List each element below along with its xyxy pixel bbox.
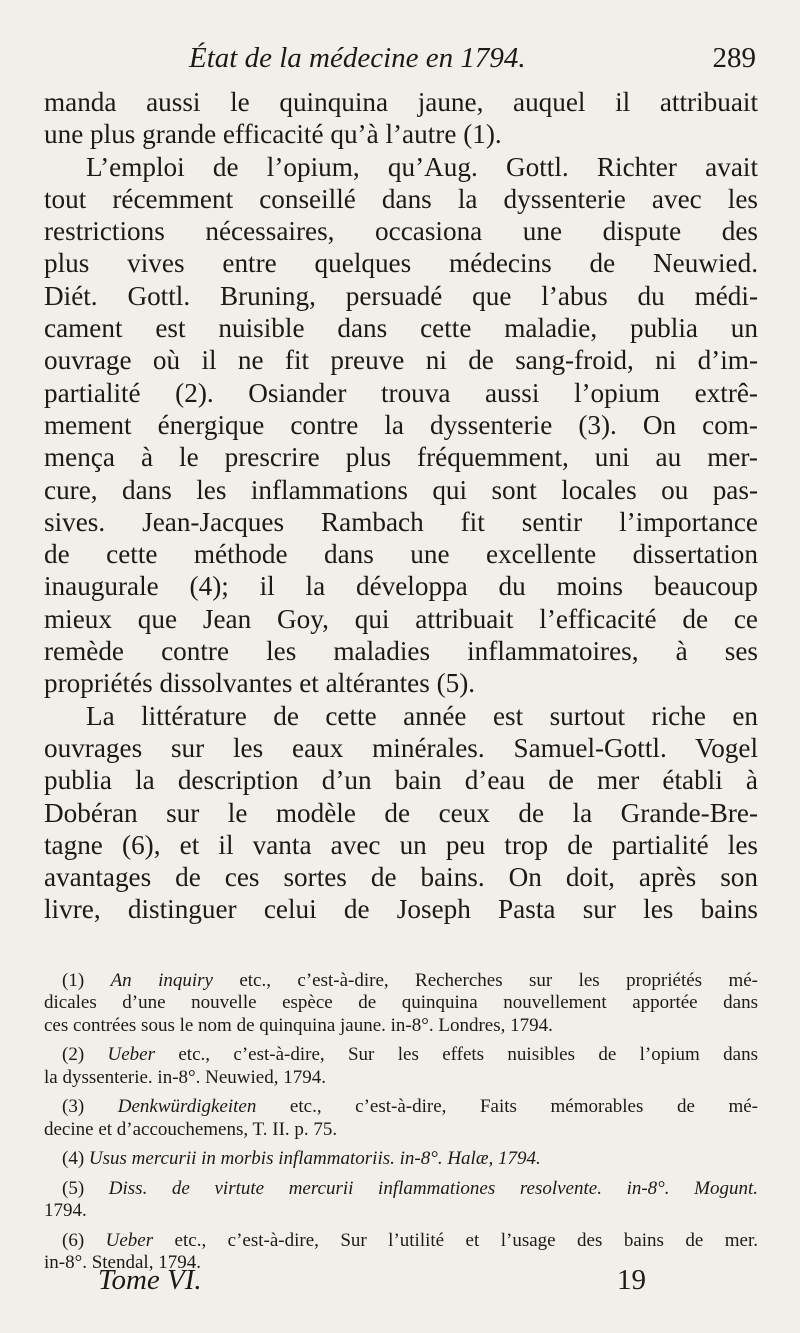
footnote-marker: (3) [62,1096,85,1118]
footnote-line [44,1096,758,1119]
footnote-spacer [44,926,758,970]
text-line: ouvrages sur les eaux minérales. Samuel-Gottl. Vogel [44,732,758,763]
text-line: La littérature de cette année est surtout riche en [86,700,758,731]
text-line: L’emploi de l’opium, qu’Aug. Gottl. Richter avait [86,151,758,182]
footnotes [44,970,758,1275]
volume-mark: Tome VI. [98,1264,202,1296]
footnote-line [44,1230,758,1253]
footnote-title: Ueber [107,1044,156,1066]
text-line: mieux que Jean Goy, qui attribuait l’efficacité de ce [44,603,758,634]
text-line: Dobéran sur le modèle de ceux de la Grande-Bre- [44,797,758,828]
text-line: Diét. Gottl. Bruning, persuadé que l’abus du médi- [44,280,758,311]
text-line: mement énergique contre la dyssenterie (3). On com- [44,409,758,440]
footnote-3 [44,1096,758,1141]
signature-line [98,1264,646,1304]
footnote-text: etc., c’est-à-dire, Sur l’utilité et l’usage des bains de mer. [153,1229,758,1251]
footnote-marker: (5) [62,1177,85,1199]
text-line: une plus grande efficacité qu’à l’autre (1). [44,119,502,150]
text-line: tout récemment conseillé dans la dyssenterie avec les [44,183,758,214]
running-head [44,40,758,86]
footnote-2 [44,1044,758,1089]
text-line: avantages de ces sortes de bains. On doit, après son [44,862,758,893]
footnote-title: Ueber [105,1229,154,1251]
footnote-line: dicales d’une nouvelle espèce de quinquina nouvellement apportée dans [44,992,758,1014]
footnote-marker: (1) [62,969,85,991]
main-text [44,86,758,926]
footnote-text: etc., c’est-à-dire, Sur les effets nuisibles de l’opium dans [155,1044,758,1066]
page-number: 289 [712,42,756,74]
text-line: remède contre les maladies inflammatoires, à ses [44,636,758,667]
text-line: livre, distinguer celui de Joseph Pasta sur les bains [44,894,758,925]
footnote-line: la dyssenterie. in-8°. Neuwied, 1794. [44,1066,326,1088]
text-line: mença à le prescrire plus fréquemment, uni au mer- [44,442,758,473]
signature-number: 19 [617,1264,646,1296]
footnote-line: decine et d’accouchemens, T. II. p. 75. [44,1118,338,1140]
text-line: propriétés dissolvantes et altérantes (5). [44,668,476,699]
footnote-line [44,1148,758,1171]
footnote-marker: (2) [62,1044,85,1066]
text-line: tagne (6), et il vanta avec un peu trop de partialité les [44,829,758,860]
text-line: partialité (2). Osiander trouva aussi l’opium extrê- [44,377,758,408]
footnote-5 [44,1178,758,1223]
text-line: manda aussi le quinquina jaune, auquel il attribuait [44,87,758,117]
text-line: restrictions nécessaires, occasiona une dispute des [44,216,758,247]
footnote-marker: (6) [62,1229,85,1251]
running-title: État de la médecine en 1794. [189,42,526,74]
footnote-line [44,970,758,993]
footnote-1 [44,970,758,1038]
footnote-line: 1794. [44,1200,87,1222]
footnote-line: ces contrées sous le nom de quinquina jaune. in-8°. Londres, 1794. [44,1014,553,1036]
text-line: cament est nuisible dans cette maladie, publia un [44,313,758,344]
text-line: publia la description d’un bain d’eau de mer établi à [44,765,758,796]
footnote-line [44,1044,758,1067]
footnote-4 [44,1148,758,1171]
footnote-title: An inquiry [110,969,213,991]
text-line: sives. Jean-Jacques Rambach fit sentir l’importance [44,506,758,537]
footnote-text: etc., c’est-à-dire, Faits mémorables de mé- [256,1096,759,1118]
footnote-line [44,1178,758,1201]
footnote-title: Usus mercurii in morbis inflammatoriis. in-8°. Halæ, 1794. [88,1148,541,1170]
text-line: inaugurale (4); il la développa du moins beaucoup [44,571,758,602]
footnote-text: etc., c’est-à-dire, Recherches sur les propriétés mé- [212,969,758,991]
footnote-line: in-8°. Stendal, 1794. [44,1252,201,1274]
footnote-title: Diss. de virtute mercurii inflammationes resolvente. in-8°. Mogunt. [108,1177,758,1199]
text-line: ouvrage où il ne fit preuve ni de sang-froid, ni d’im- [44,345,758,376]
text-line: plus vives entre quelques médecins de Neuwied. [44,248,758,279]
footnote-title: Denkwürdigkeiten [117,1096,257,1118]
footnote-marker: (4) [62,1148,85,1170]
text-line: de cette méthode dans une excellente dissertation [44,539,758,570]
text-line: cure, dans les inflammations qui sont locales ou pas- [44,474,758,505]
